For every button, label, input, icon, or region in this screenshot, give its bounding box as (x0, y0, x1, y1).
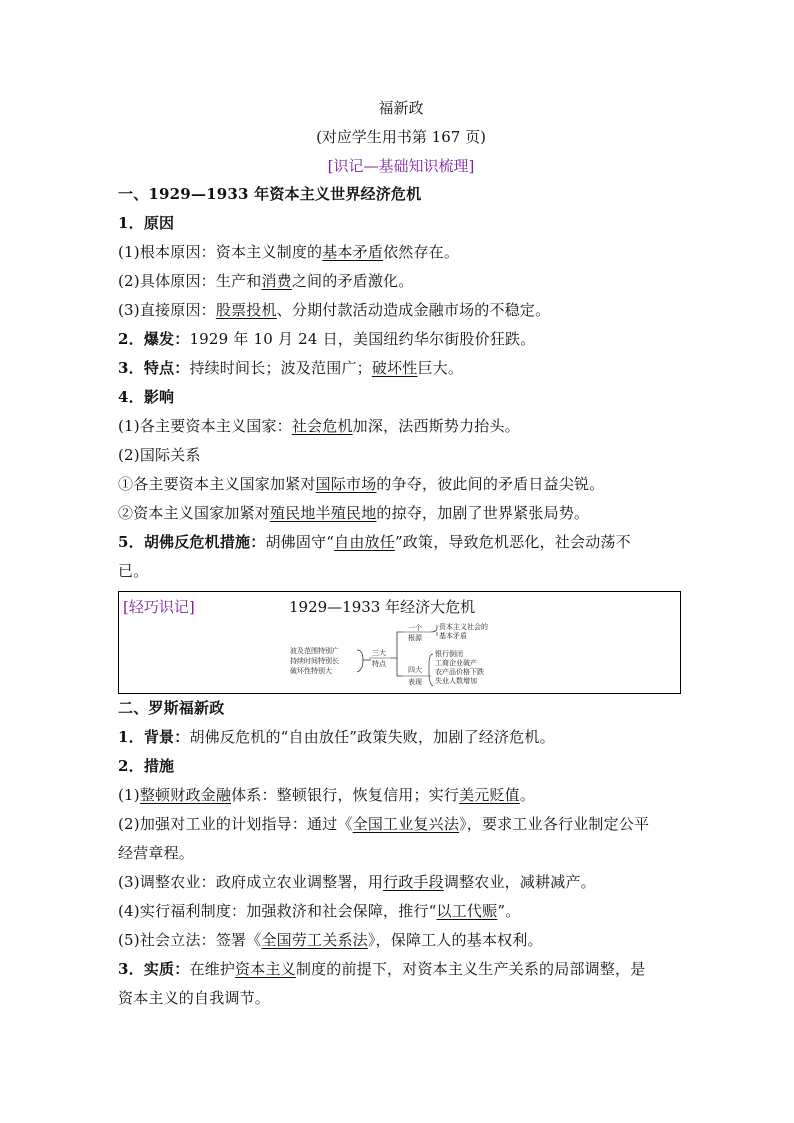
cause-3: (3)直接原因：股票投机、分期付款活动造成金融市场的不稳定。 (118, 301, 551, 319)
branch-top-brace (431, 625, 437, 636)
manifestation-item: 银行倒闭 (435, 650, 463, 658)
measure-4: (4)实行福利制度：加强救济和社会保障，推行“以工代赈”。 (118, 902, 521, 920)
cause-heading: 1．原因 (118, 214, 175, 232)
essence-line: 3．实质：在维护资本主义制度的前提下，对资本主义生产关系的局部调整，是 (118, 960, 646, 978)
left-brace (357, 650, 363, 672)
measure-1: (1)整顿财政金融体系：整顿银行，恢复信用；实行美元贬值。 (118, 786, 536, 804)
branch-top-label: 一个 (408, 624, 422, 632)
background-line: 1．背景：胡佛反危机的“自由放任”政策失败，加剧了经济危机。 (118, 728, 555, 746)
memory-title: 1929—1933 年经济大危机 (289, 598, 476, 616)
branch-top-label-2: 根源 (408, 634, 422, 642)
feature-item: 波及范围特别广 (290, 647, 339, 655)
impact-2a: ①各主要资本主义国家加紧对国际市场的争夺，彼此间的矛盾日益尖锐。 (118, 475, 605, 493)
branch-bottom-label: 四大 (408, 666, 422, 674)
answer-blank: 整顿财政金融 (139, 786, 232, 804)
answer-blank: 全国劳工关系法 (261, 931, 368, 949)
measures-heading: 2．措施 (118, 757, 175, 775)
branch-bottom-brace (429, 654, 433, 686)
answer-blank: 基本矛盾 (322, 243, 384, 261)
root-text: 基本矛盾 (439, 632, 467, 640)
measure-5: (5)社会立法：签署《全国劳工关系法》，保障工人的基本权利。 (118, 931, 543, 949)
answer-blank: 社会危机 (291, 417, 353, 435)
answer-blank: 股票投机 (215, 301, 277, 319)
feature-item: 破坏性特别大 (290, 667, 332, 675)
page-title: 福新政 (378, 99, 424, 117)
center-label-top: 三大 (372, 649, 386, 657)
answer-blank: 国际市场 (315, 475, 377, 493)
impact-1: (1)各主要资本主义国家：社会危机加深，法西斯势力抬头。 (118, 417, 520, 435)
outbreak-line: 2．爆发：1929 年 10 月 24 日，美国纽约华尔街股价狂跌。 (118, 330, 536, 348)
measure-2: (2)加强对工业的计划指导：通过《全国工业复兴法》，要求工业各行业制定公平 (118, 815, 650, 833)
measure-2-cont: 经营章程。 (118, 844, 195, 862)
branch-line-bottom (397, 658, 403, 676)
hoover-line-cont: 已。 (118, 562, 149, 580)
answer-blank: 破坏性 (371, 359, 418, 377)
answer-blank: 美元贬值 (459, 786, 520, 804)
answer-blank: 自由放任 (334, 533, 395, 551)
section-tag: [识记—基础知识梳理] (327, 157, 475, 175)
impact-heading: 4．影响 (118, 388, 175, 406)
answer-blank: 殖民地半殖民地 (270, 504, 377, 522)
answer-blank: 全国工业复兴法 (352, 815, 460, 833)
cause-2: (2)具体原因：生产和消费之间的矛盾激化。 (118, 272, 414, 290)
impact-2b: ②资本主义国家加紧对殖民地半殖民地的掠夺，加剧了世界紧张局势。 (118, 504, 590, 522)
cause-1: (1)根本原因：资本主义制度的基本矛盾依然存在。 (118, 243, 460, 261)
part1-heading: 一、1929—1933 年资本主义世界经济危机 (118, 185, 422, 203)
root-text: 资本主义社会的 (439, 623, 488, 631)
concept-diagram (119, 592, 682, 695)
measure-3: (3)调整农业：政府成立农业调整署，用行政手段调整农业，减耕减产。 (118, 873, 596, 891)
impact-2: (2)国际关系 (118, 446, 201, 464)
answer-blank: 消费 (261, 272, 292, 290)
answer-blank: 资本主义 (235, 960, 296, 978)
manifestation-item: 工商企业破产 (435, 659, 477, 667)
center-label-bottom: 特点 (372, 660, 386, 668)
hoover-line: 5．胡佛反危机措施：胡佛固守“自由放任”政策，导致危机恶化，社会动荡不 (118, 533, 631, 551)
branch-line-top (391, 632, 403, 658)
memory-tag: [轻巧识记] (123, 598, 195, 616)
manifestation-item: 失业人数增加 (435, 677, 477, 685)
feature-line: 3．特点：持续时间长；波及范围广；破坏性巨大。 (118, 359, 464, 377)
answer-blank: 以工代赈 (436, 902, 498, 920)
branch-bottom-label-2: 表现 (408, 678, 422, 686)
memory-box (118, 591, 681, 694)
answer-blank: 行政手段 (383, 873, 444, 891)
essence-line-cont: 资本主义的自我调节。 (118, 989, 271, 1007)
feature-item: 持续时间特别长 (290, 657, 339, 665)
manifestation-item: 农产品价格下跌 (435, 668, 484, 676)
page-subtitle: (对应学生用书第 167 页) (316, 128, 486, 146)
part2-heading: 二、罗斯福新政 (118, 699, 225, 717)
